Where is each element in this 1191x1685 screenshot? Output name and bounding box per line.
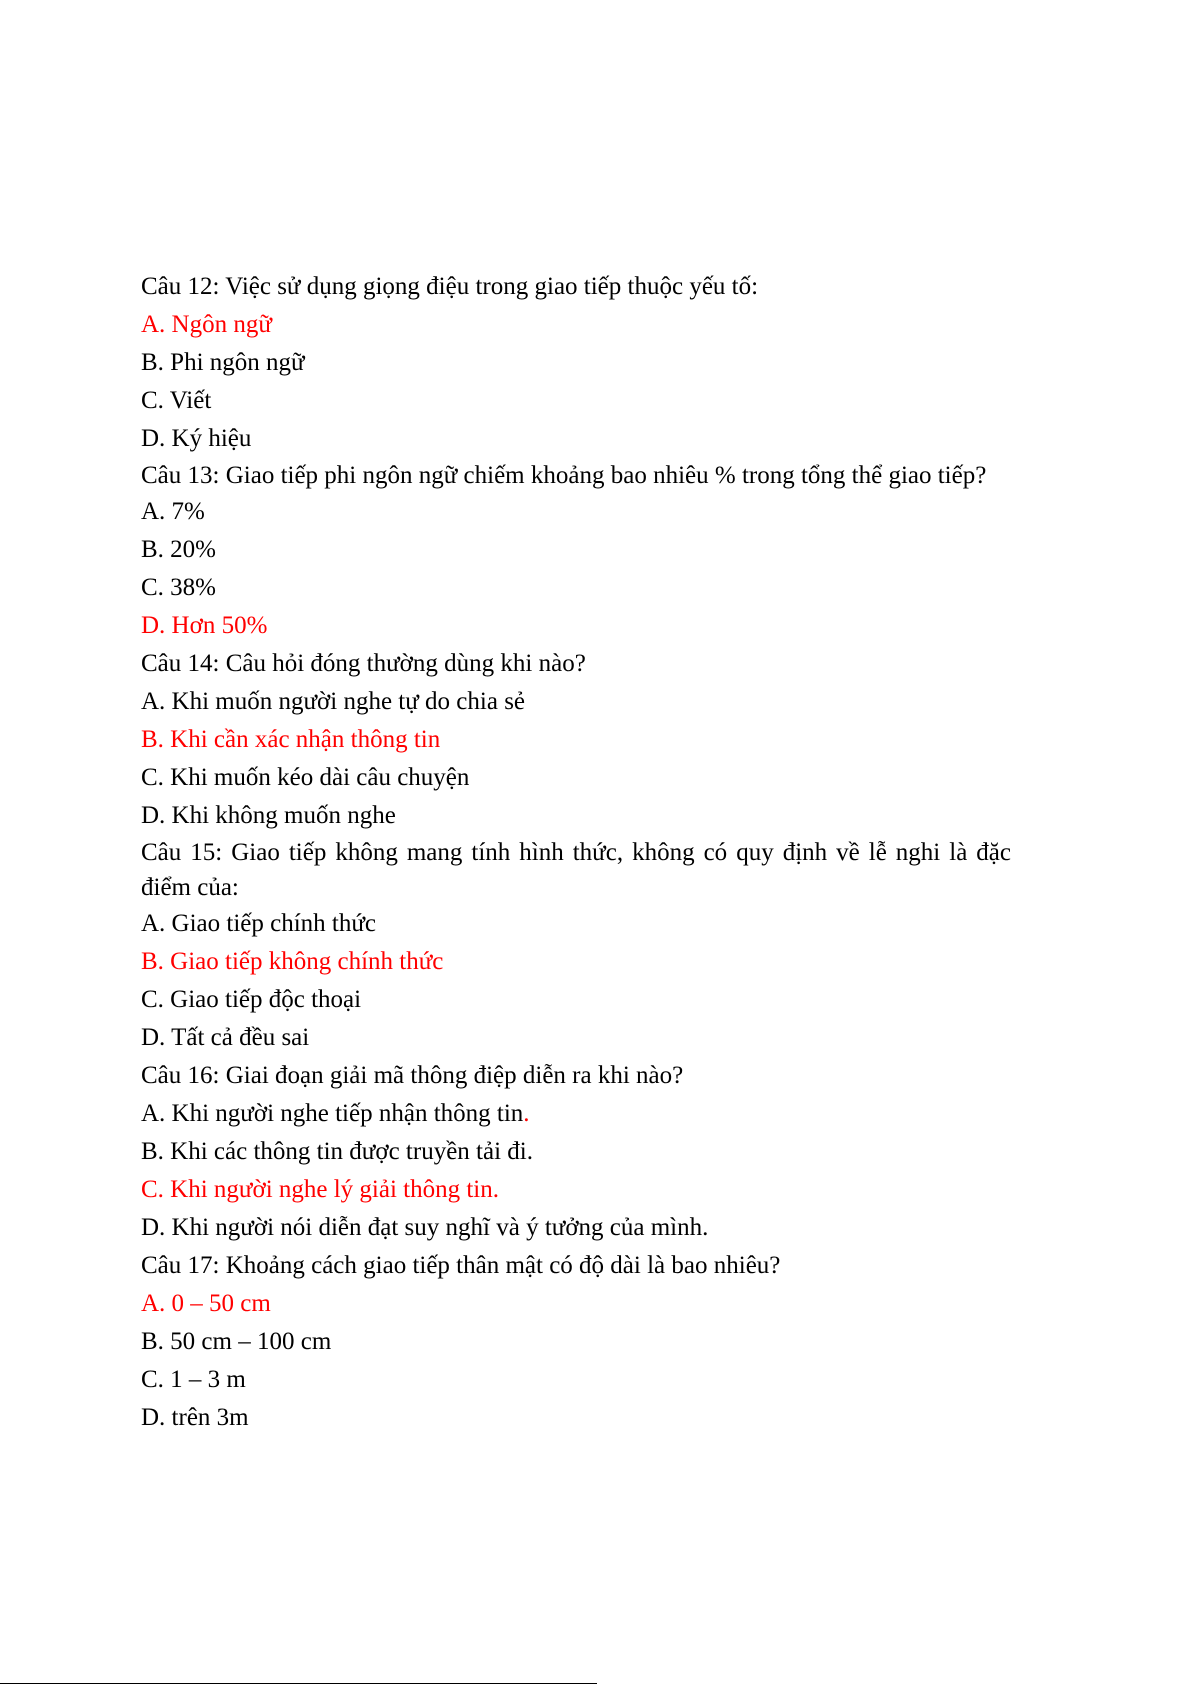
answer-option: B. 50 cm – 100 cm xyxy=(141,1328,332,1355)
answer-option: C. Khi muốn kéo dài câu chuyện xyxy=(141,764,470,791)
answer-option-correct: C. Khi người nghe lý giải thông tin. xyxy=(141,1176,500,1203)
answer-option: C. Giao tiếp độc thoại xyxy=(141,986,362,1013)
answer-option: B. 20% xyxy=(141,536,216,563)
answer-option-correct: A. 0 – 50 cm xyxy=(141,1290,271,1317)
answer-option: B. Phi ngôn ngữ xyxy=(141,349,305,376)
question-text: Câu 13: Giao tiếp phi ngôn ngữ chiếm khoảng bao nhiêu % trong tổng thể giao tiếp? xyxy=(141,462,987,489)
answer-option: B. Khi các thông tin được truyền tải đi. xyxy=(141,1138,533,1165)
answer-option: D. Ký hiệu xyxy=(141,425,252,452)
question-text: Câu 16: Giai đoạn giải mã thông điệp diễn ra khi nào? xyxy=(141,1062,684,1089)
answer-option: D. trên 3m xyxy=(141,1404,249,1431)
answer-option: A. Khi muốn người nghe tự do chia sẻ xyxy=(141,688,526,715)
answer-option-correct: D. Hơn 50% xyxy=(141,612,268,639)
answer-option: C. 38% xyxy=(141,574,216,601)
answer-option: D. Khi người nói diễn đạt suy nghĩ và ý tưởng của mình. xyxy=(141,1214,709,1241)
answer-option: D. Khi không muốn nghe xyxy=(141,802,396,829)
answer-option-correct: B. Khi cần xác nhận thông tin xyxy=(141,726,441,753)
answer-option-correct: B. Giao tiếp không chính thức xyxy=(141,948,444,975)
answer-option: D. Tất cả đều sai xyxy=(141,1024,310,1051)
answer-option: C. Viết xyxy=(141,387,212,414)
answer-option xyxy=(141,1095,1011,1133)
answer-option: C. 1 – 3 m xyxy=(141,1366,246,1393)
question-text: Câu 12: Việc sử dụng giọng điệu trong giao tiếp thuộc yếu tố: xyxy=(141,273,759,300)
question-text: Câu 14: Câu hỏi đóng thường dùng khi nào? xyxy=(141,650,586,677)
footer-divider xyxy=(0,1683,597,1684)
answer-trailing-mark: . xyxy=(523,1100,530,1127)
question-list xyxy=(141,268,1011,1437)
question-text: Câu 17: Khoảng cách giao tiếp thân mật có độ dài là bao nhiêu? xyxy=(141,1252,781,1279)
answer-option: A. 7% xyxy=(141,498,205,525)
answer-option-correct: A. Ngôn ngữ xyxy=(141,311,272,338)
question-text: Câu 15: Giao tiếp không mang tính hình thức, không có quy định về lễ nghi là đặc điểm của: xyxy=(141,839,1011,901)
answer-option: A. Giao tiếp chính thức xyxy=(141,910,377,937)
answer-option-text: A. Khi người nghe tiếp nhận thông tin xyxy=(141,1100,524,1127)
